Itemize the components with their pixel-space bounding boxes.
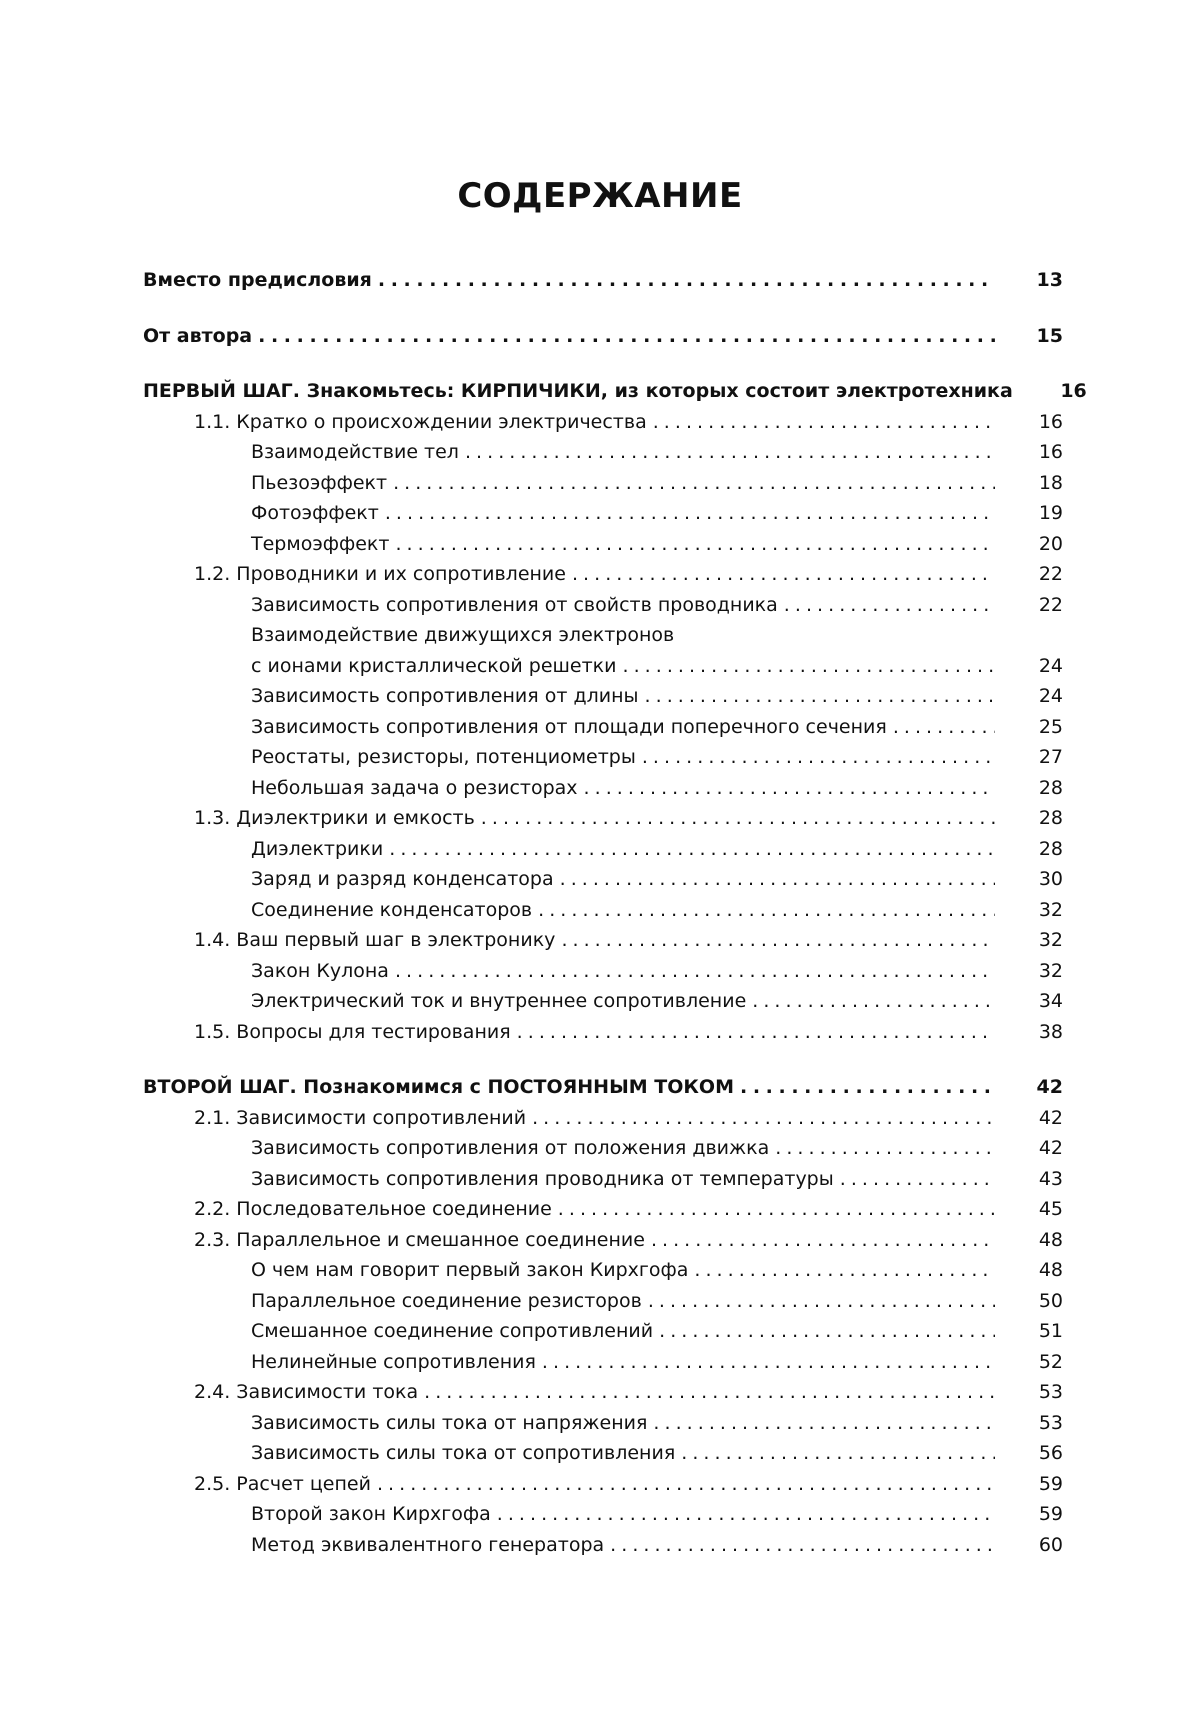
toc-page-number: 34 xyxy=(1038,990,1063,1012)
toc-section-entry[interactable] xyxy=(143,1194,1063,1225)
toc-page-number: 32 xyxy=(1038,898,1063,921)
toc-dot-leader xyxy=(378,265,995,296)
toc-subsection-entry[interactable] xyxy=(143,590,1063,621)
toc-entry-label: Реостаты, резисторы, потенциометры xyxy=(251,746,636,768)
toc-section-entry[interactable] xyxy=(143,1225,1063,1256)
toc-entry-label: О чем нам говорит первый закон Кирхгофа xyxy=(251,1259,689,1281)
toc-subsection-entry[interactable] xyxy=(143,773,1063,804)
toc-subsection-entry[interactable] xyxy=(143,1499,1063,1530)
toc-page-number: 18 xyxy=(1038,471,1063,494)
toc-page-number: 43 xyxy=(1038,1167,1063,1190)
toc-dot-leader xyxy=(377,1469,995,1500)
toc-subsection-entry[interactable] xyxy=(143,834,1063,865)
toc-section-entry[interactable] xyxy=(143,1017,1063,1048)
toc-entry-label: Заряд и разряд конденсатора xyxy=(251,868,554,890)
toc-entry-label: 2.3. Параллельное и смешанное соединение xyxy=(194,1228,645,1251)
toc-section-entry[interactable] xyxy=(143,803,1063,834)
toc-page-number: 32 xyxy=(1038,959,1063,982)
toc-entry-label: Зависимость сопротивления от площади поперечного сечения xyxy=(251,715,887,738)
toc-subsection-entry[interactable] xyxy=(143,437,1063,468)
toc-entry-label: Термоэффект xyxy=(251,532,390,555)
toc-page-number: 30 xyxy=(1038,868,1063,890)
toc-dot-leader xyxy=(558,1194,995,1225)
toc-subsection-entry[interactable] xyxy=(143,1347,1063,1378)
toc-dot-leader xyxy=(561,925,995,956)
toc-dot-leader xyxy=(481,803,995,834)
toc-subsection-entry[interactable] xyxy=(143,956,1063,987)
toc-page-number: 42 xyxy=(1038,1137,1063,1159)
toc-page-number: 16 xyxy=(1060,380,1087,402)
toc-subsection-entry[interactable] xyxy=(143,498,1063,529)
toc-entry-label: 1.3. Диэлектрики и емкость xyxy=(194,807,475,829)
toc-dot-leader xyxy=(752,986,995,1017)
toc-part-entry[interactable] xyxy=(143,265,1063,296)
toc-dot-leader xyxy=(694,1255,995,1286)
toc-page-number: 60 xyxy=(1038,1533,1063,1556)
toc-entry-label: 1.5. Вопросы для тестирования xyxy=(194,1020,511,1043)
toc-entry-label: ПЕРВЫЙ ШАГ. Знакомьтесь: КИРПИЧИКИ, из которых состоит электротехника xyxy=(143,380,1013,402)
toc-part-entry[interactable] xyxy=(143,1072,1063,1103)
toc-page-number: 51 xyxy=(1038,1320,1063,1342)
toc-dot-leader xyxy=(653,407,995,438)
toc-page-number: 15 xyxy=(1036,324,1063,347)
toc-entry-label: Фотоэффект xyxy=(251,502,379,524)
toc-dot-leader xyxy=(258,321,995,352)
toc-subsection-entry[interactable] xyxy=(143,895,1063,926)
toc-section-entry[interactable] xyxy=(143,1377,1063,1408)
toc-dot-leader xyxy=(572,559,995,590)
toc-dot-leader xyxy=(389,834,995,865)
toc-section-entry[interactable] xyxy=(143,1103,1063,1134)
toc-entry-label: Пьезоэффект xyxy=(251,471,388,494)
toc-page-number: 59 xyxy=(1038,1472,1063,1495)
toc-section-entry[interactable] xyxy=(143,407,1063,438)
toc-part-entry[interactable] xyxy=(143,376,1087,407)
toc-subsection-entry[interactable] xyxy=(143,1255,1063,1286)
toc-entry-label: 1.1. Кратко о происхождении электричества xyxy=(194,410,647,433)
toc-subsection-entry[interactable] xyxy=(143,1530,1063,1561)
toc-dot-leader xyxy=(893,712,995,743)
toc-subsection-entry[interactable] xyxy=(143,620,1063,651)
toc-subsection-entry[interactable] xyxy=(143,529,1063,560)
toc-dot-leader xyxy=(393,468,995,499)
toc-page-number: 24 xyxy=(1038,685,1063,707)
toc-subsection-entry[interactable] xyxy=(143,1286,1063,1317)
toc-section-entry[interactable] xyxy=(143,925,1063,956)
toc-page-number: 22 xyxy=(1038,593,1063,616)
toc-subsection-entry[interactable] xyxy=(143,681,1063,712)
toc-page-number: 25 xyxy=(1038,715,1063,738)
toc-subsection-entry[interactable] xyxy=(143,712,1063,743)
toc-page-number: 45 xyxy=(1038,1198,1063,1220)
toc-dot-leader xyxy=(642,742,995,773)
toc-page-number: 13 xyxy=(1036,269,1063,291)
toc-entry-label: Небольшая задача о резисторах xyxy=(251,776,578,799)
toc-dot-leader xyxy=(659,1316,995,1347)
toc-subsection-entry[interactable] xyxy=(143,1164,1063,1195)
toc-page-number: 27 xyxy=(1038,746,1063,768)
toc-entry-label: ВТОРОЙ ШАГ. Познакомимся с ПОСТОЯННЫМ ТОКОМ xyxy=(143,1076,734,1098)
toc-entry-label: Закон Кулона xyxy=(251,959,389,982)
toc-entry-label: Взаимодействие движущихся электронов xyxy=(251,624,675,646)
toc-dot-leader xyxy=(395,956,995,987)
toc-entry-label: с ионами кристаллической решетки xyxy=(251,654,617,677)
toc-page-number: 22 xyxy=(1038,563,1063,585)
toc-dot-leader xyxy=(532,1103,995,1134)
toc-page-number: 53 xyxy=(1038,1411,1063,1434)
toc-dot-leader xyxy=(645,681,995,712)
toc-dot-leader xyxy=(740,1072,995,1103)
toc-entry-label: Диэлектрики xyxy=(251,837,384,860)
toc-dot-leader xyxy=(517,1017,995,1048)
toc-entry-label: Зависимость силы тока от сопротивления xyxy=(251,1442,676,1464)
toc-entry-label: Нелинейные сопротивления xyxy=(251,1350,536,1373)
toc-page-number: 59 xyxy=(1038,1503,1063,1525)
toc-page-number: 16 xyxy=(1038,410,1063,433)
toc-part-entry[interactable] xyxy=(143,321,1063,352)
toc-dot-leader xyxy=(648,1286,995,1317)
toc-dot-leader xyxy=(653,1408,995,1439)
toc-page-number: 28 xyxy=(1038,807,1063,829)
toc-entry-label: От автора xyxy=(143,324,253,347)
toc-dot-leader xyxy=(610,1530,995,1561)
toc-page-number: 42 xyxy=(1038,1106,1063,1129)
toc-entry-label: Зависимость сопротивления проводника от температуры xyxy=(251,1167,834,1190)
toc-page-number: 28 xyxy=(1038,776,1063,799)
toc-dot-leader xyxy=(560,864,995,895)
toc-page-number: 28 xyxy=(1038,837,1063,860)
toc-entry-label: Соединение конденсаторов xyxy=(251,898,533,921)
toc-section-entry[interactable] xyxy=(143,1469,1063,1500)
toc-entry-label: Взаимодействие тел xyxy=(251,441,459,463)
toc-dot-leader xyxy=(623,651,996,682)
page-title: СОДЕРЖАНИЕ xyxy=(457,176,743,216)
toc-dot-leader xyxy=(424,1377,995,1408)
toc-subsection-entry[interactable] xyxy=(143,1316,1063,1347)
toc-subsection-entry[interactable] xyxy=(143,1438,1063,1469)
toc-page-number: 24 xyxy=(1038,654,1063,677)
toc-page-number: 42 xyxy=(1036,1076,1063,1098)
toc-page-number: 19 xyxy=(1038,502,1063,524)
toc-dot-leader xyxy=(651,1225,995,1256)
toc-page-number: 32 xyxy=(1038,929,1063,951)
toc-subsection-entry[interactable] xyxy=(143,986,1063,1017)
toc-page-number: 20 xyxy=(1038,532,1063,555)
toc-entry-label: Параллельное соединение резисторов xyxy=(251,1289,642,1312)
toc-page-number: 50 xyxy=(1038,1289,1063,1312)
toc-entry-label: 1.4. Ваш первый шаг в электронику xyxy=(194,929,556,951)
toc-subsection-entry[interactable] xyxy=(143,651,1063,682)
toc-dot-leader xyxy=(775,1133,995,1164)
toc-entry-label: 1.2. Проводники и их сопротивление xyxy=(194,563,566,585)
toc-page-number: 48 xyxy=(1038,1228,1063,1251)
toc-subsection-entry[interactable] xyxy=(143,468,1063,499)
toc-dot-leader xyxy=(840,1164,995,1195)
toc-entry-label: Зависимость сопротивления от положения движка xyxy=(251,1137,770,1159)
toc-page-number: 16 xyxy=(1038,441,1063,463)
toc-dot-leader xyxy=(784,590,995,621)
toc-entry-label: Вместо предисловия xyxy=(143,269,372,291)
toc-dot-leader xyxy=(538,895,995,926)
toc-page-number: 38 xyxy=(1038,1020,1063,1043)
toc-dot-leader xyxy=(465,437,995,468)
toc-entry-label: 2.4. Зависимости тока xyxy=(194,1381,419,1403)
toc-subsection-entry[interactable] xyxy=(143,742,1063,773)
toc-dot-leader xyxy=(395,529,995,560)
toc-entry-label: Электрический ток и внутреннее сопротивление xyxy=(251,990,747,1012)
toc-page-number: 52 xyxy=(1038,1350,1063,1373)
toc-dot-leader xyxy=(584,773,995,804)
toc-subsection-entry[interactable] xyxy=(143,864,1063,895)
toc-page-number: 48 xyxy=(1038,1259,1063,1281)
toc-dot-leader xyxy=(497,1499,995,1530)
toc-entry-label: 2.2. Последовательное соединение xyxy=(194,1198,552,1220)
toc-subsection-entry[interactable] xyxy=(143,1133,1063,1164)
toc-dot-leader xyxy=(542,1347,995,1378)
toc-entry-label: Второй закон Кирхгофа xyxy=(251,1503,491,1525)
toc-entry-label: 2.5. Расчет цепей xyxy=(194,1472,371,1495)
toc-entry-label: Метод эквивалентного генератора xyxy=(251,1533,605,1556)
toc-entry-label: Зависимость силы тока от напряжения xyxy=(251,1411,648,1434)
toc-entry-label: 2.1. Зависимости сопротивлений xyxy=(194,1106,527,1129)
toc-dot-leader xyxy=(681,1438,995,1469)
toc-subsection-entry[interactable] xyxy=(143,1408,1063,1439)
toc-page-number: 53 xyxy=(1038,1381,1063,1403)
toc-entry-label: Зависимость сопротивления от длины xyxy=(251,685,639,707)
toc-section-entry[interactable] xyxy=(143,559,1063,590)
toc-entry-label: Зависимость сопротивления от свойств проводника xyxy=(251,593,778,616)
toc-entry-label: Смешанное соединение сопротивлений xyxy=(251,1320,654,1342)
toc-dot-leader xyxy=(385,498,995,529)
table-of-contents xyxy=(143,265,1087,1560)
toc-page-number: 56 xyxy=(1038,1442,1063,1464)
